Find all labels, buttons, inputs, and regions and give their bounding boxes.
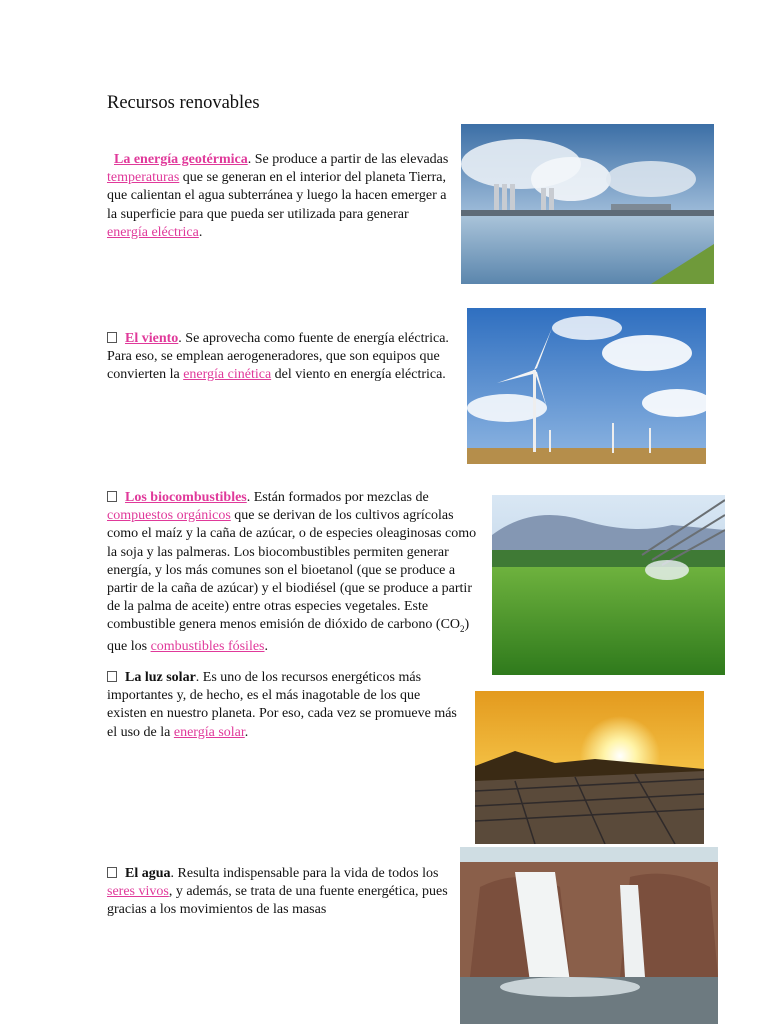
page-title: Recursos renovables (107, 93, 260, 113)
text: , y además, se trata de una fuente energética, pues gracias a los movimientos de las masas (107, 884, 448, 918)
text: . (244, 724, 249, 740)
text: . Están formados por mezclas de (246, 490, 429, 505)
link-seres-vivos[interactable]: seres vivos (107, 884, 169, 900)
link-energia-solar[interactable]: energía solar (173, 724, 245, 740)
text: . (198, 224, 203, 240)
photo-crop-field (492, 495, 725, 675)
link-el-viento[interactable]: El viento (125, 331, 179, 346)
text: ) que los (107, 617, 470, 655)
link-compuestos-organicos[interactable]: compuestos orgánicos (107, 508, 231, 524)
link-energia-geotermica[interactable]: La energía geotérmica (114, 152, 248, 167)
text: . Es uno de los recursos energéticos más importantes y, de hecho, es el más inagotable de los que existen en nuestro planeta. Por eso, cada vez se promueve más el uso de la (107, 670, 457, 740)
text: que se generan en el interior del planeta Tierra, que calientan el agua subterránea y luego la hacen emerger a la superficie para que pueda ser utilizada para generar (107, 170, 447, 222)
bullet-icon (107, 491, 117, 502)
link-combustibles-fosiles[interactable]: combustibles fósiles (150, 639, 265, 655)
text: . Se aprovecha como fuente de energía eléctrica. Para eso, se emplean aerogeneradores, que son equipos que convierten la (107, 331, 449, 383)
photo-wind-turbines (467, 308, 706, 464)
photo-geothermal-plant (461, 124, 714, 284)
text: . Se produce a partir de las elevadas (247, 152, 449, 167)
bullet-icon (107, 671, 117, 682)
lead-luz-solar: La luz solar (125, 670, 196, 685)
text: que se derivan de los cultivos agrícolas como el maíz y la caña de azúcar, o de especies oleaginosas como la soja y las palmeras. Los biocombustibles permiten generar energía, y los más comunes son el bioetanol (que se produce a partir de la caña de azúcar) y el biodiésel (que se produce a partir de la palma de aceite) entre otras especies vegetales. Este combustible genera menos emisión de dióxido de carbono (CO (107, 508, 477, 633)
photo-waterfall (460, 847, 718, 1024)
paragraph-wind (107, 330, 452, 385)
bullet-icon (107, 867, 117, 878)
link-energia-cinetica[interactable]: energía cinética (183, 367, 272, 383)
paragraph-geothermal (107, 151, 452, 242)
subscript: 2 (460, 624, 465, 635)
link-temperaturas[interactable]: temperaturas (107, 170, 180, 186)
link-energia-electrica[interactable]: energía eléctrica (107, 224, 199, 240)
text: . (264, 639, 268, 655)
link-biocombustibles[interactable]: Los biocombustibles (125, 490, 247, 505)
paragraph-biofuels (107, 489, 483, 657)
text: . Resulta indispensable para la vida de todos los (170, 866, 439, 881)
photo-solar-panels (475, 691, 704, 844)
paragraph-water (107, 865, 449, 920)
text: del viento en energía eléctrica. (271, 367, 446, 383)
paragraph-solar (107, 669, 459, 742)
bullet-icon (107, 332, 117, 343)
lead-el-agua: El agua (125, 866, 171, 881)
